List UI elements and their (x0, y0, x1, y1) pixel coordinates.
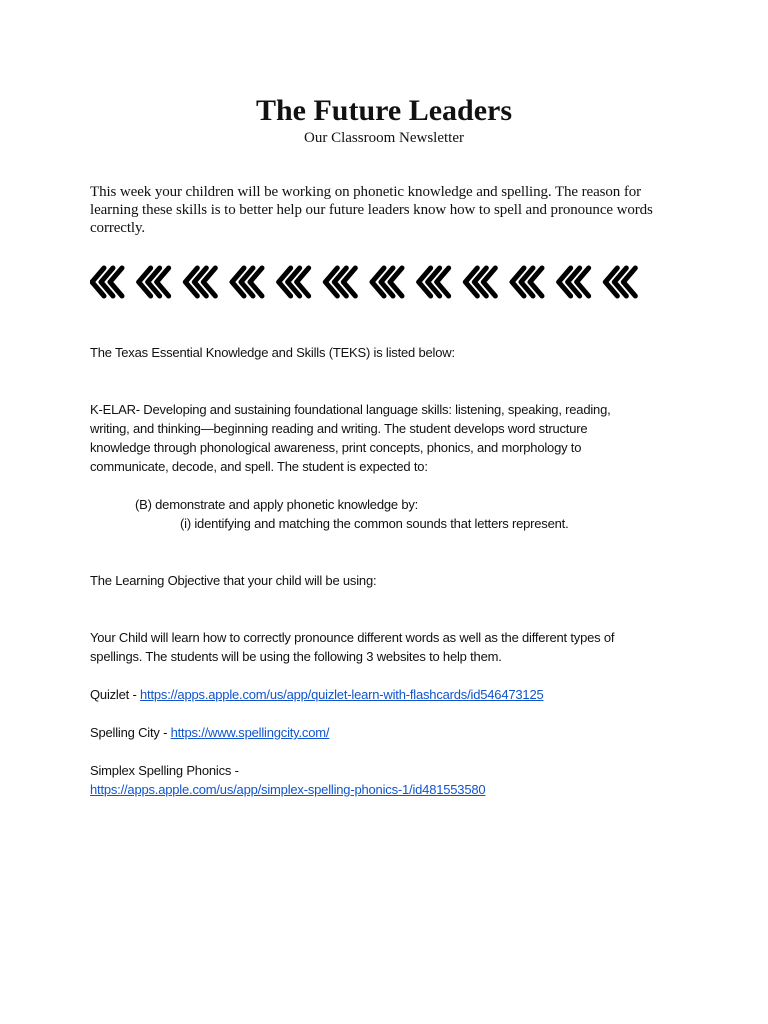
teks-sub-b: (B) demonstrate and apply phonetic knowledge by: (135, 497, 419, 512)
quizlet-link[interactable]: https://apps.apple.com/us/app/quizlet-learn-with-flashcards/id546473125 (140, 687, 544, 702)
resource-label: Spelling City - (90, 725, 171, 740)
objective-line: Your Child will learn how to correctly pronounce different words as well as the different types of (90, 630, 615, 645)
intro-line: correctly. (90, 220, 146, 236)
simplex-spelling-link[interactable]: https://apps.apple.com/us/app/simplex-spelling-phonics-1/id481553580 (90, 782, 486, 797)
newsletter-title: The Future Leaders (255, 94, 513, 127)
teks-standard-line: K-ELAR- Developing and sustaining foundational language skills: listening, speaking, reading, (90, 402, 611, 417)
teks-standard-line: communicate, decode, and spell. The student is expected to: (90, 459, 428, 474)
resource-label: Quizlet - (90, 687, 141, 702)
teks-standard (90, 400, 690, 476)
objective-line: spellings. The students will be using the following 3 websites to help them. (90, 649, 502, 664)
intro-line: This week your children will be working on phonetic knowledge and spelling. The reason for (90, 184, 642, 200)
chevron-arrows-divider-icon (90, 264, 650, 300)
spelling-city-link[interactable]: https://www.spellingcity.com/ (170, 725, 330, 740)
teks-heading: The Texas Essential Knowledge and Skills (TEKS) is listed below: (90, 345, 455, 360)
resource-simplex (90, 761, 690, 799)
teks-standard-line: writing, and thinking—beginning reading and writing. The student develops word structure (90, 421, 588, 436)
teks-sub-i: (i) identifying and matching the common sounds that letters represent. (180, 516, 569, 531)
intro-paragraph (90, 183, 680, 237)
intro-line: learning these skills is to better help our future leaders know how to spell and pronounce words (90, 202, 653, 218)
newsletter-subtitle: Our Classroom Newsletter (304, 130, 464, 146)
resource-quizlet (90, 685, 690, 704)
teks-standard-line: knowledge through phonological awareness, print concepts, phonics, and morphology to (90, 440, 582, 455)
resource-spelling-city (90, 723, 690, 742)
resource-label: Simplex Spelling Phonics - (90, 763, 239, 778)
objective-paragraph (90, 628, 690, 666)
objective-heading: The Learning Objective that your child will be using: (90, 573, 377, 588)
